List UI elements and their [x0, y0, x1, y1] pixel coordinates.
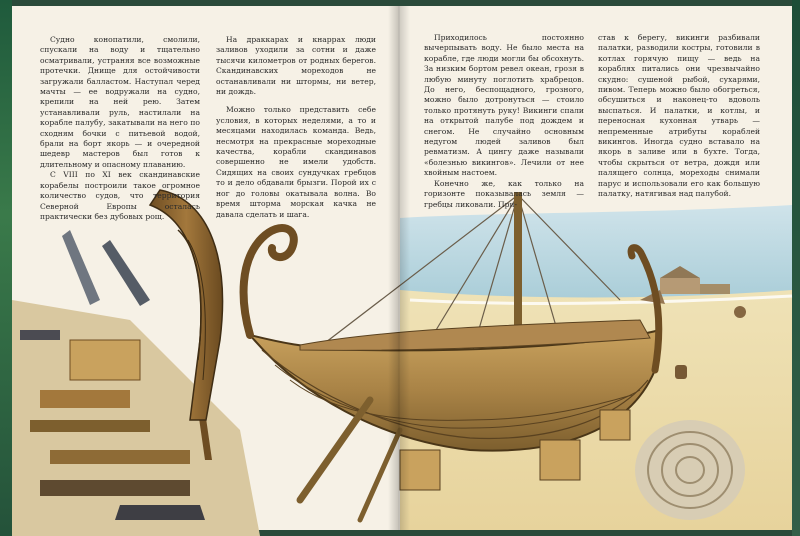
- paragraph: Конечно же, как только на горизонте показывалась земля — гребцы ликовали. При-: [424, 178, 584, 209]
- sea: [400, 205, 792, 302]
- right-page-column-1: [424, 33, 584, 210]
- tools-pile: [12, 230, 260, 536]
- left-page-column-2: [216, 35, 376, 220]
- paragraph: С VIII по XI век скандинавские корабелы построили такое огромное количество судов, что территория Северной Европы осталась практически без дубовых рощ.: [40, 170, 200, 221]
- paragraph: Приходилось постоянно вычерпывать воду. Не было места на корабле, где люди могли бы обсохнуть. За низким бортом ревел океан, грозя в любую минуту поглотить храбрецов. До него, беспощадного, грозного, можно было дотронуться — стоило только протянуть руку! Викинги спали на открытой палубе под дождем и снегом. Не случайно основным недугом людей заливов был ревматизм. А цингу даже называли «болезнью викингов». Лечили от нее хвойным настоем.: [424, 33, 584, 178]
- paragraph: На драккарах и кнаррах люди заливов уходили за сотни и даже тысячи километров от родных берегов. Скандинавских мореходов не останавливали ни штормы, ни ветер, ни дождь.: [216, 35, 376, 97]
- tree-stump: [635, 420, 745, 520]
- left-page-column-1: [40, 35, 200, 222]
- paragraph: став к берегу, викинги разбивали палатки, разводили костры, готовили в котлах горячую пищу — ведь на кораблях питались они чрезвычайно скудно: сушеной рыбой, сухарями, пивом. Теперь можно было обогреться, обсушиться и наконец-то вдоволь выспаться. И палатки, и котлы, и переносная кухонная утварь — непременные атрибуты кораблей викингов. Иногда судно вставало на якорь в заливе или в бухте. Тогда, чтобы скрыться от ветра, дождя или палящего солнца, мореходы снимали парус и использовали его как большую палатку, натягивая над палубой.: [598, 33, 760, 199]
- paragraph: Судно конопатили, смолили, спускали на воду и тщательно осматривали, устраняя все возможные протечки. Днище для остойчивости загружали балластом. Наступал черед мачты — ее водружали на судно, крепили на ней рею. Затем устанавливали руль, настилали на корабле палубу, закатывали на него по сходням бочки с питьевой водой, брали на борт якорь — и очередной шедевр мастеров был готов к длительному и опасному плаванию.: [40, 35, 200, 169]
- paragraph: Можно только представить себе условия, в которых неделями, а то и месяцами находилась команда. Ведь, несмотря на прекрасные мореходные качества, корабли скандинавов совершенно не имели удобств. Сидящих на своих сундучках гребцов то и дело обдавали брызги. Порой их с ног до головы окатывала волна. Во время шторма морская качка не давала сделать и шага.: [216, 105, 376, 219]
- right-page-column-2: [598, 33, 760, 200]
